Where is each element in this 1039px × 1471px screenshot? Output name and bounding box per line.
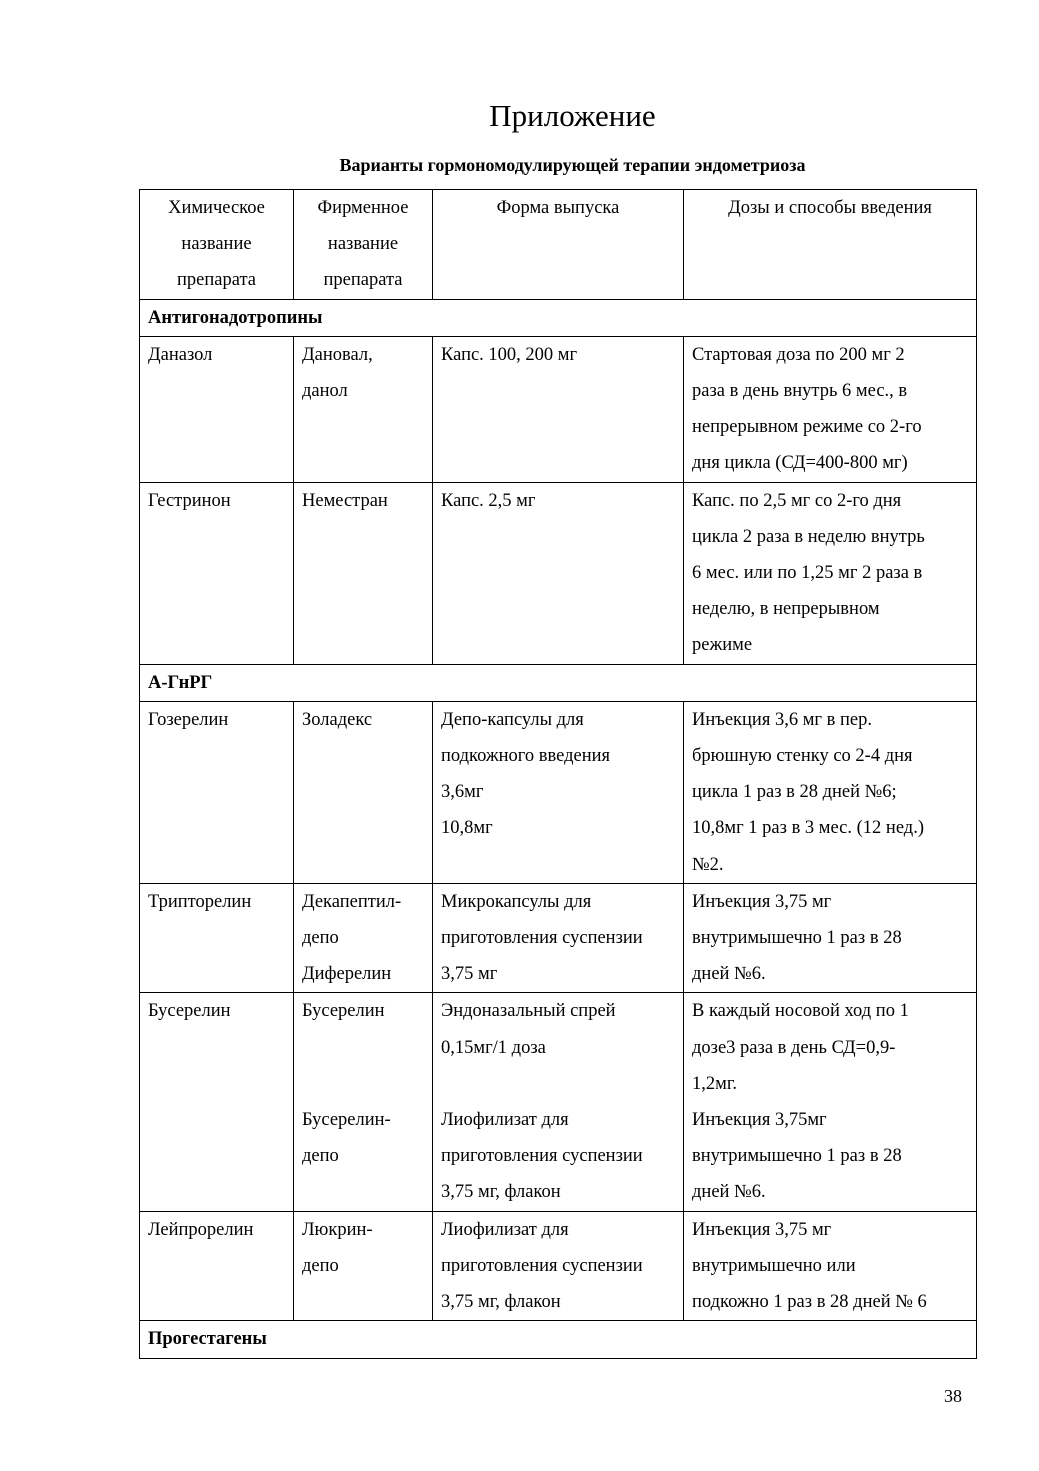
cell-brand-name: Бусерелин Бусерелин- депо: [294, 993, 433, 1211]
table-row-goserelin: [140, 701, 977, 883]
cell-dosage: В каждый носовой ход по 1 дозе3 раза в день СД=0,9- 1,2мг. Инъекция 3,75мг внутримышечно 1 раз в 28 дней №6.: [684, 993, 977, 1211]
cell-brand-name: Люкрин- депо: [294, 1211, 433, 1321]
cell-release-form: Депо-капсулы для подкожного введения 3,6мг 10,8мг: [433, 701, 684, 883]
page-title: Приложение: [489, 98, 656, 133]
table-row-danazol: [140, 336, 977, 482]
header-dosage: Дозы и способы введения: [684, 190, 977, 300]
table-caption: Варианты гормономодулирующей терапии эндометриоза: [339, 155, 806, 175]
therapy-table: [139, 189, 977, 1359]
cell-chemical-name: Гестринон: [140, 482, 294, 664]
section-agnrh: А-ГнРГ: [140, 664, 977, 701]
section-row: [140, 299, 977, 336]
cell-brand-name: Золадекс: [294, 701, 433, 883]
cell-dosage: Капс. по 2,5 мг со 2-го дня цикла 2 раза в неделю внутрь 6 мес. или по 1,25 мг 2 раза в неделю, в непрерывном режиме: [684, 482, 977, 664]
cell-chemical-name: Гозерелин: [140, 701, 294, 883]
page-number: 38: [944, 1386, 962, 1406]
table-row-leuprorelin: [140, 1211, 977, 1321]
cell-chemical-name: Трипторелин: [140, 883, 294, 993]
cell-release-form: Капс. 2,5 мг: [433, 482, 684, 664]
header-brand-name: Фирменное название препарата: [294, 190, 433, 300]
cell-chemical-name: Даназол: [140, 336, 294, 482]
cell-release-form: Эндоназальный спрей 0,15мг/1 доза Лиофилизат для приготовления суспензии 3,75 мг, флакон: [433, 993, 684, 1211]
header-chemical-name: Химическое название препарата: [140, 190, 294, 300]
table-row-triptorelin: [140, 883, 977, 993]
cell-brand-name: Дановал, данол: [294, 336, 433, 482]
table-row-gestrinone: [140, 482, 977, 664]
cell-release-form: Капс. 100, 200 мг: [433, 336, 684, 482]
section-progestagens: Прогестагены: [140, 1321, 977, 1358]
cell-release-form: Микрокапсулы для приготовления суспензии 3,75 мг: [433, 883, 684, 993]
section-antigonadotropins: Антигонадотропины: [140, 299, 977, 336]
cell-dosage: Инъекция 3,75 мг внутримышечно или подкожно 1 раз в 28 дней № 6: [684, 1211, 977, 1321]
cell-release-form: Лиофилизат для приготовления суспензии 3,75 мг, флакон: [433, 1211, 684, 1321]
cell-brand-name: Декапептил- депо Диферелин: [294, 883, 433, 993]
table-header-row: [140, 190, 977, 300]
section-row: [140, 1321, 977, 1358]
cell-dosage: Инъекция 3,75 мг внутримышечно 1 раз в 28 дней №6.: [684, 883, 977, 993]
header-release-form: Форма выпуска: [433, 190, 684, 300]
cell-chemical-name: Бусерелин: [140, 993, 294, 1211]
cell-dosage: Инъекция 3,6 мг в пер. брюшную стенку со 2-4 дня цикла 1 раз в 28 дней №6; 10,8мг 1 раз в 3 мес. (12 нед.) №2.: [684, 701, 977, 883]
cell-brand-name: Неместран: [294, 482, 433, 664]
cell-chemical-name: Лейпрорелин: [140, 1211, 294, 1321]
table-row-buserelin: [140, 993, 977, 1211]
section-row: [140, 664, 977, 701]
cell-dosage: Стартовая доза по 200 мг 2 раза в день внутрь 6 мес., в непрерывном режиме со 2-го дня цикла (СД=400-800 мг): [684, 336, 977, 482]
